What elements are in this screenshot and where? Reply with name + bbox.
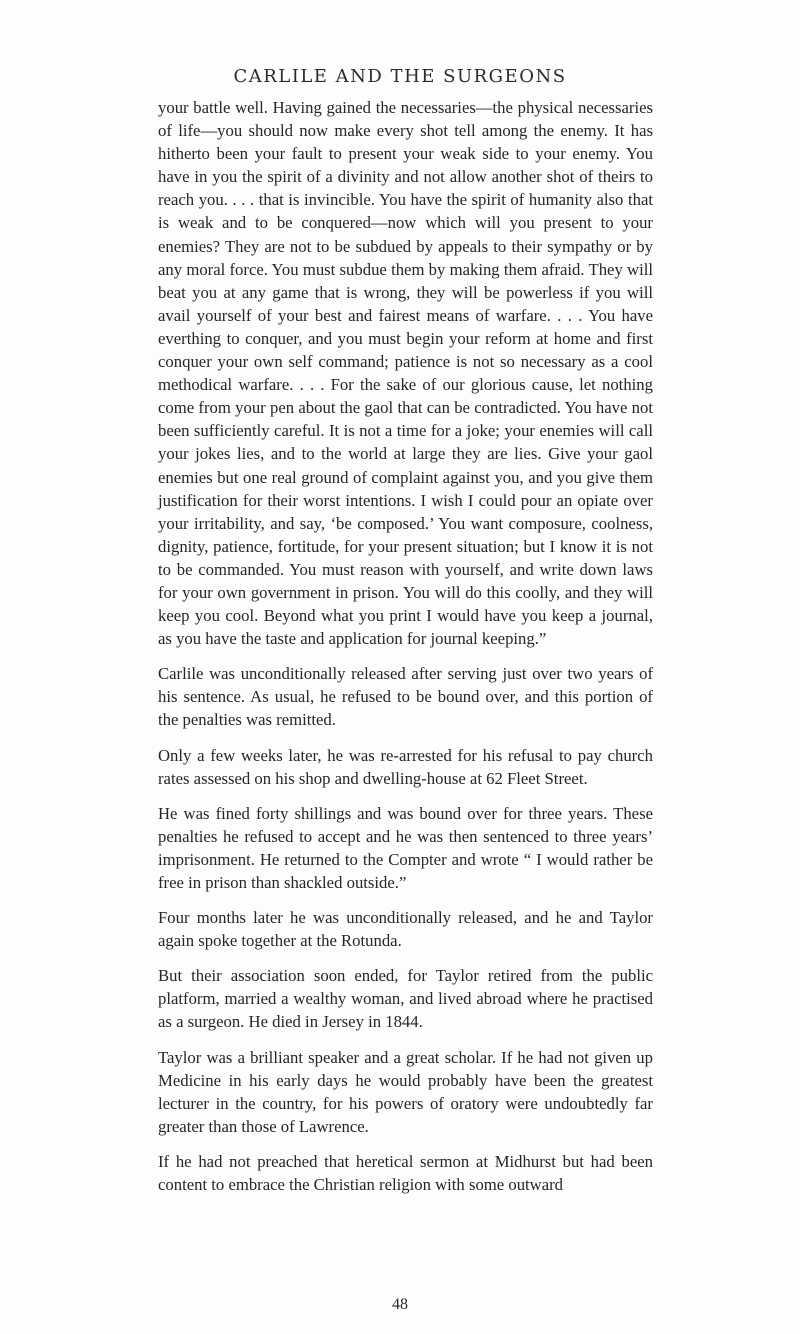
paragraph: He was fined forty shillings and was bound over for three years. These penalties he refused to accept and he was then sentenced to three years’ imprisonment. He returned to the Compter and wrote “ I would rather be free in prison than shackled outside.” bbox=[158, 803, 653, 892]
paragraph: your battle well. Having gained the necessaries—the physical necessaries of life—you should now make every shot tell among the enemy. It has hitherto been your fault to present your weak side to your enemy. You have in you the spirit of a divinity and not allow another shot of theirs to reach you. . . . that is invincible. You have the spirit of humanity also that is weak and to be conquered—now which will you present to your enemies? They are not to be subdued by appeals to their sympathy or by any moral force. You must subdue them by making them afraid. They will beat you at any game that is wrong, they will be powerless if you will avail yourself of your best and fairest means of warfare. . . . You have everthing to conquer, and you must begin your reform at home and first conquer your own self command; patience is not so necessary as a cool methodical warfare. . . . For the sake of our glorious cause, let nothing come from your pen about the gaol that can be contradicted. You have not been sufficiently careful. It is not a time for a joke; your enemies will call your jokes lies, and to the world at large they are lies. Give your gaol enemies but one real ground of complaint against you, and you give them justification for their worst intentions. I wish I could pour an opiate over your irritability, and say, ‘be composed.’ You want composure, coolness, dignity, patience, fortitude, for your present situation; but I know it is not to be commanded. You must reason with yourself, and write down laws for your own government in prison. You will do this coolly, and they will keep you cool. Beyond what you print I would have you keep a journal, as you have the taste and application for journal keeping.” bbox=[158, 98, 653, 649]
paragraph: But their association soon ended, for Taylor retired from the public platform, married a wealthy woman, and lived abroad where he practised as a surgeon. He died in Jersey in 1844. bbox=[158, 966, 653, 1032]
paragraph: Taylor was a brilliant speaker and a great scholar. If he had not given up Medicine in his early days he would probably have been the greatest lecturer in the country, for his powers of oratory were undoubtedly far greater than those of Lawrence. bbox=[158, 1047, 653, 1136]
page-number: 48 bbox=[392, 1296, 408, 1313]
paragraph: Only a few weeks later, he was re-arrested for his refusal to pay church rates assessed on his shop and dwelling-house at 62 Fleet Street. bbox=[158, 745, 653, 788]
running-title: CARLILE AND THE SURGEONS bbox=[233, 66, 567, 87]
paragraph: If he had not preached that heretical sermon at Midhurst but had been content to embrace the Christian religion with some outward bbox=[158, 1151, 653, 1195]
paragraph: Four months later he was unconditionally released, and he and Taylor again spoke together at the Rotunda. bbox=[158, 908, 653, 951]
body-text bbox=[158, 96, 653, 1208]
paragraph: Carlile was unconditionally released after serving just over two years of his sentence. As usual, he refused to be bound over, and this portion of the penalties was remitted. bbox=[158, 664, 653, 730]
